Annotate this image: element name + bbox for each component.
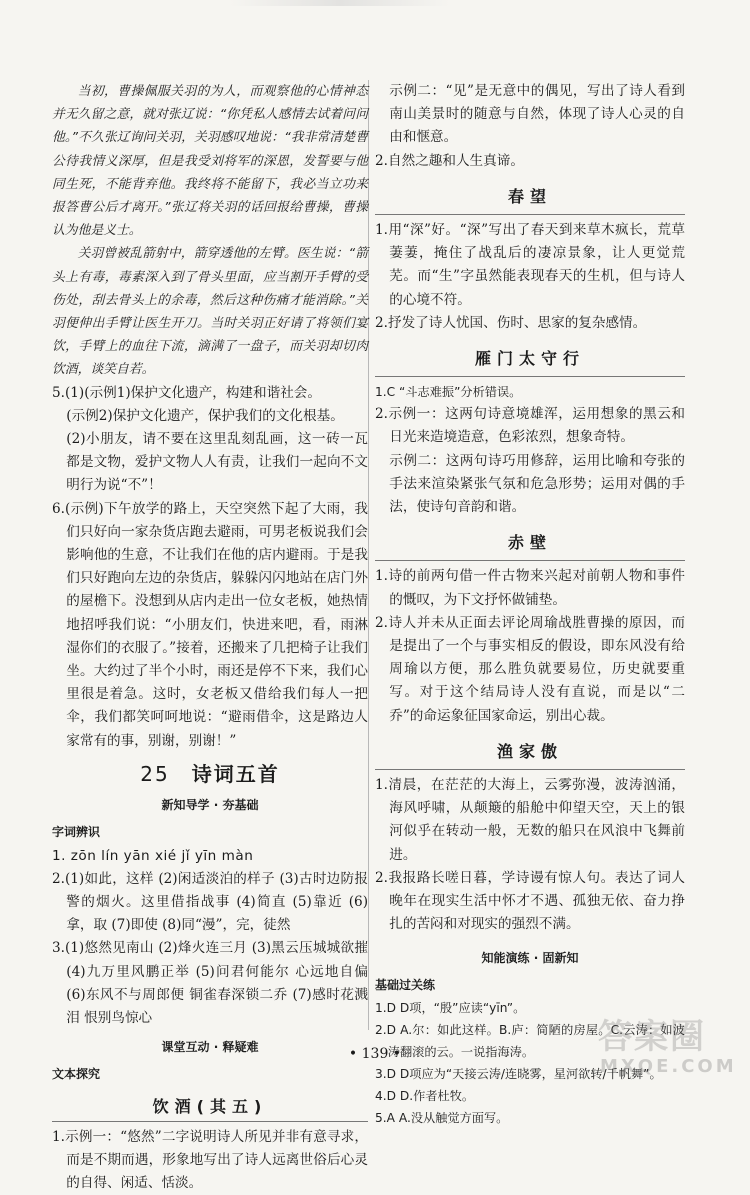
section-heading-practice: 知能演练 · 固新知 [481,950,579,965]
chibi-answer-1: 1.诗的前两句借一件古物来兴起对前朝人物和事件的慨叹，为下文抒怀做铺垫。 [375,568,685,608]
poem-title-chibi: 赤壁 [507,533,552,553]
lesson-number: 25 [140,761,170,786]
yinjiu-answer-1: 1.示例一：“悠然”二字说明诗人所见并非有意寻求，而是不期而遇，形象地写出了诗人远离世俗后心灵的自得、闲适、恬淡。 [52,1128,368,1192]
answer-6: 6.(示例)下午放学的路上，天空突然下起了大雨，我们只好向一家杂货店跑去避雨，可男老板说我们会影响他的生意，不让我们在他的店内避雨。于是我们只好跑向左边的杂货店，躲躲闪闪地站在店门外的屋檐下。没想到从店内走出一位女老板，她热情地招呼我们说：“小朋友们，快进来吧，看，雨淋湿你们的衣服了。”接着，还搬来了几把椅子让我们坐。大约过了半个小时，雨还是停不下来，我们心里很是着急。这时，女老板又借给我们每人一把伞，我们都笑呵呵地说：“避雨借伞，这是路边人家常有的事，别谢，别谢！” [52,500,368,749]
label-text-exploration: 文本探究 [52,1067,101,1082]
yinjiu-answer-1-example-2: 示例二：“见”是无意中的偶见，写出了诗人看到南山美景时的随意与自然，体现了诗人心灵的自由和惬意。 [389,83,685,146]
chunwang-answer-2: 2.抒发了诗人忧国、伤时、思家的复杂感情。 [375,314,647,331]
title-rule [375,214,685,215]
yinjiu-answer-2: 2.自然之趣和人生真谛。 [375,152,524,169]
yanmen-answer-2-example-2: 示例二：这两句诗巧用修辞，运用比喻和夸张的手法来渲染紧张气氛和危急形势；运用对偶的手法，使诗句音韵和谐。 [389,452,685,516]
label-word-identification: 字词辨识 [52,825,101,840]
column-divider [368,80,369,1030]
pinyin-answer: 1. zōn lín yān xié jǐ yīn màn [52,847,254,864]
exercise-answer-2: 2.D A.尔：如此这样。B.庐：简陋的房屋。C.云涛：如波涛翻滚的云。一说指海涛。 [375,1022,685,1059]
yanmen-answer-1: 1.C “斗志难振”分析错误。 [375,385,522,400]
watermark-logo-text: 答案圈 [598,1017,706,1057]
left-column [52,80,368,1195]
yujiaao-answer-1: 1.清晨，在茫茫的大海上，云雾弥漫，波涛汹涌，海风呼啸，从颠簸的船舱中仰望天空，天上的银河似乎在转动一般，无数的船只在风浪中飞舞前进。 [375,777,685,863]
label-basic-practice: 基础过关练 [375,977,436,992]
page-number: • 139 • [348,1046,402,1062]
lesson-heading [52,763,368,786]
title-rule [52,1121,368,1122]
poem-title-yujiaao: 渔家傲 [496,741,563,761]
title-rule [375,376,685,377]
word-answer-3: 3.(1)悠然见南山 (2)烽火连三月 (3)黑云压城城欲摧 (4)九万里风鹏正举 (5)问君何能尔 心远地自偏 (6)东风不与周郎便 铜雀春深锁二乔 (7)感时花溅泪 恨别鸟惊心 [52,940,368,1026]
title-rule [375,560,685,561]
poem-title-chunwang: 春望 [507,186,552,206]
title-rule [375,769,685,770]
answer-5-3: (2)小朋友，请不要在这里乱刻乱画，这一砖一瓦都是文物，爱护文物人人有责，让我们一起向不文明行为说“不”！ [66,431,368,494]
exercise-answer-4: 4.D D.作者杜牧。 [375,1088,475,1103]
lesson-title: 诗词五首 [191,761,280,786]
exercise-answer-5: 5.A A.没从触觉方面写。 [375,1110,509,1125]
exercise-answer-1: 1.D D项，“殷”应读“yīn”。 [375,1000,526,1015]
poem-title-yanmen: 雁门太守行 [474,349,585,369]
exercise-answer-3: 3.D D项应为“天接云涛/连晓雾，星河欲转/千帆舞”。 [375,1066,662,1081]
watermark-url: MXQE.COM [600,1056,737,1077]
chibi-answer-2: 2.诗人并未从正面去评论周瑜战胜曹操的原因，而是提出了一个与事实相反的假设，即东风没有给周瑜以方便，那么胜负就要易位，历史就要重写。对于这个结局诗人没有直说，而是以“二乔”的命运象征国家命运，别出心裁。 [375,614,685,724]
yanmen-answer-2: 2.示例一：这两句诗意境雄浑，运用想象的黑云和日光来造境造意，色彩浓烈，想象奇特。 [375,406,685,446]
poem-title-yinjiu: 饮酒(其五) [152,1096,268,1116]
answer-5-2: (示例2)保护文化遗产，保护我们的文化根基。 [66,407,344,424]
story-paragraph-2: 关羽曾被乱箭射中，箭穿透他的左臂。医生说：“箭头上有毒，毒素深入到了骨头里面，应当割开手臂的受伤处，刮去骨头上的余毒，然后这种伤痛才能消除。”关羽便伸出手臂让医生开刀。当时关羽正好请了将领们宴饮，手臂上的血往下流，滴满了一盘子，而关羽却切肉饮酒，谈笑自若。 [52,246,368,378]
chunwang-answer-1: 1.用“深”好。“深”写出了春天到来草木疯长，荒草萋萋，掩住了战乱后的凄凉景象，让人更觉荒芜。而“生”字虽然能表现春天的生机，但与诗人的心境不符。 [375,222,685,308]
story-paragraph-1: 当初，曹操佩服关羽的为人，而观察他的心情神态并无久留之意，就对张辽说：“你凭私人感情去试着问问他。”不久张辽询问关羽，关羽感叹地说：“我非常清楚曹公待我情义深厚，但是我受刘将军的深恩，发誓要与他同生死，不能背弃他。我终将不能留下，我必当立功来报答曹公后才离开。”张辽将关羽的话回报给曹操，曹操认为他是义士。 [52,84,368,239]
right-column [375,80,685,1129]
section-heading-classroom: 课堂互动 · 释疑难 [161,1040,259,1055]
answer-5-1: 5.(1)(示例1)保护文化遗产，构建和谐社会。 [52,384,321,401]
section-heading-new-knowledge: 新知导学 · 夯基础 [161,798,259,813]
word-answer-2: 2.(1)如此，这样 (2)闲适淡泊的样子 (3)古时边防报警的烟火。这里借指战事 (4)简直 (5)靠近 (6)拿，取 (7)即使 (8)同“漫”，完，徒然 [52,870,368,934]
scan-smudge [230,0,450,6]
yujiaao-answer-2: 2.我报路长嗟日暮，学诗谩有惊人句。表达了词人晚年在现实生活中怀才不遇、孤独无依、奋力挣扎的苦闷和对现实的强烈不满。 [375,869,685,933]
site-watermark [592,1009,737,1081]
